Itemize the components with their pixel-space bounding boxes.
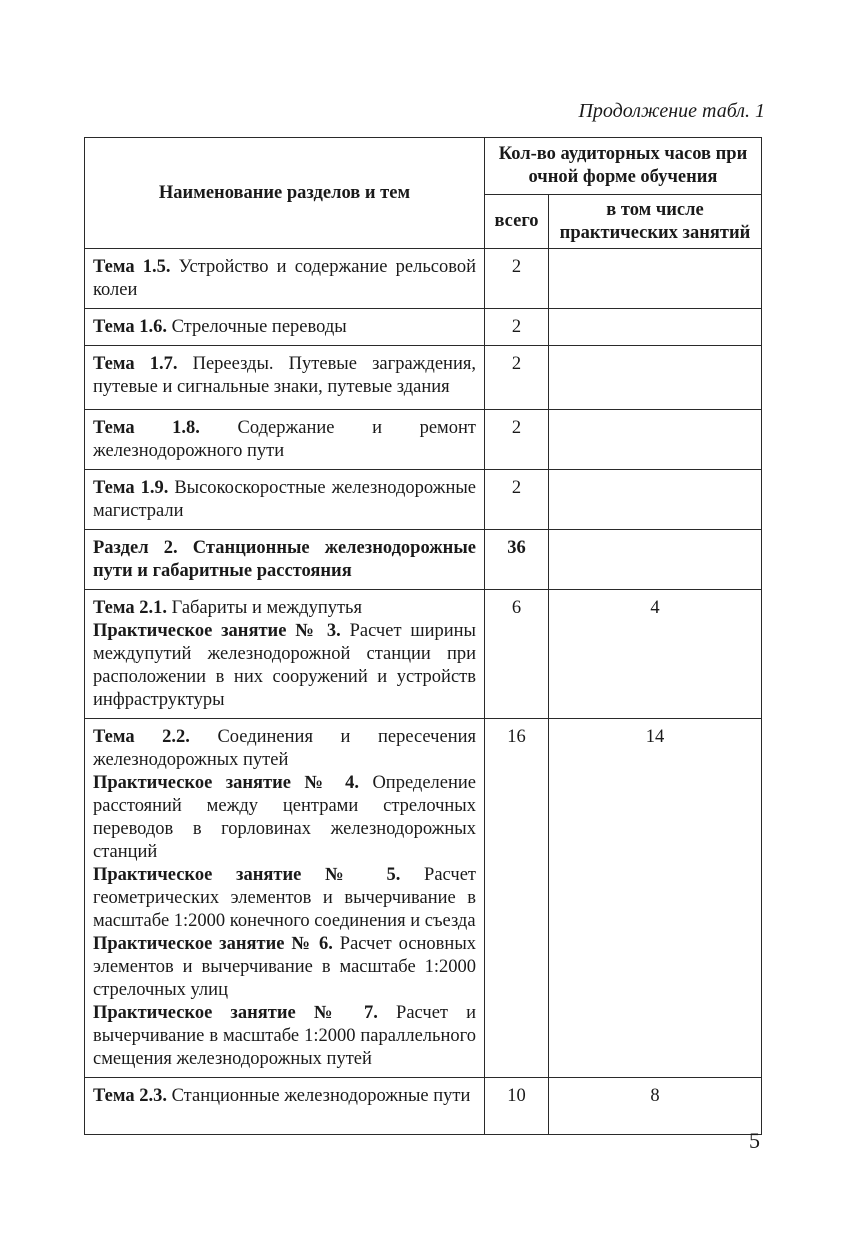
topic-label: Тема 1.8. xyxy=(93,418,200,438)
topic-label: Тема 1.5. xyxy=(93,257,171,277)
practice-text: Расчет и вычерчивание в масштабе 1:2000 параллельного смещения железнодорожных путей xyxy=(93,1003,477,1069)
topic-text: Стрелочные переводы xyxy=(171,317,347,337)
topic-cell xyxy=(85,309,485,346)
header-hours: Кол-во аудиторных часов при очной форме обучения xyxy=(485,138,762,195)
topic-label: Тема 1.7. xyxy=(93,354,178,374)
total-cell: 2 xyxy=(485,470,549,530)
practical-cell: 14 xyxy=(549,719,762,1078)
practice-label: Практическое занятие № 3. xyxy=(93,621,341,641)
table-row xyxy=(85,1078,762,1135)
page-number: 5 xyxy=(749,1128,760,1153)
total-cell: 2 xyxy=(485,346,549,410)
total-cell: 2 xyxy=(485,249,549,309)
topic-cell xyxy=(85,590,485,719)
total-cell: 16 xyxy=(485,719,549,1078)
section-title: Раздел 2. Станционные железнодорожные пути и габаритные расстояния xyxy=(85,530,485,590)
topic-text: Габариты и междупутья xyxy=(171,598,363,618)
table-row xyxy=(85,470,762,530)
total-cell: 2 xyxy=(485,309,549,346)
total-cell: 2 xyxy=(485,410,549,470)
total-cell: 36 xyxy=(485,530,549,590)
topic-label: Тема 1.6. xyxy=(93,317,167,337)
practice-text: Расчет геометрических элементов и вычерчивание в масштабе 1:2000 конечного соединения и съезда xyxy=(93,865,476,931)
topic-text: Соединения и пересечения железнодорожных путей xyxy=(93,727,477,770)
topic-cell xyxy=(85,410,485,470)
practice-label: Практическое занятие № 7. xyxy=(93,1003,378,1023)
topic-label: Тема 1.9. xyxy=(93,478,169,498)
table-continuation-caption: Продолжение табл. 1 xyxy=(578,100,765,122)
topic-text: Высокоскоростные железнодорожные магистрали xyxy=(93,478,476,521)
topic-cell xyxy=(85,346,485,410)
practical-cell xyxy=(549,346,762,410)
header-total: всего xyxy=(485,195,549,249)
table-row xyxy=(85,346,762,410)
topic-label: Тема 2.2. xyxy=(93,727,190,747)
table-row xyxy=(85,410,762,470)
topic-text: Содержание и ремонт железнодорожного пути xyxy=(93,418,476,461)
topic-text: Переезды. Путевые заграждения, путевые и сигнальные знаки, путевые здания xyxy=(93,354,476,397)
practice-label: Практическое занятие № 4. xyxy=(93,773,360,793)
total-cell: 6 xyxy=(485,590,549,719)
topic-cell xyxy=(85,719,485,1078)
practical-cell xyxy=(549,530,762,590)
practical-cell: 4 xyxy=(549,590,762,719)
practical-cell: 8 xyxy=(549,1078,762,1135)
practice-text: Расчет основных элементов и вычерчивание в масштабе 1:2000 стрелочных улиц xyxy=(93,934,476,1000)
practical-cell xyxy=(549,249,762,309)
practical-cell xyxy=(549,309,762,346)
practice-text: Определение расстояний между центрами стрелочных переводов в горловинах железнодорожных станций xyxy=(93,773,476,862)
table-row xyxy=(85,590,762,719)
practice-label: Практическое занятие № 5. xyxy=(93,865,401,885)
curriculum-table xyxy=(84,137,762,1135)
topic-cell xyxy=(85,470,485,530)
table-row xyxy=(85,719,762,1078)
topic-label: Тема 2.3. xyxy=(93,1086,167,1106)
topic-text: Станционные железнодорожные пути xyxy=(171,1086,471,1106)
practice-text: Расчет ширины междупутий железнодорожной станции при расположении в них сооружений и устройств инфраструктуры xyxy=(93,621,476,710)
section-row xyxy=(85,530,762,590)
practical-cell xyxy=(549,410,762,470)
table-row xyxy=(85,309,762,346)
header-practical: в том числе практических занятий xyxy=(549,195,762,249)
topic-cell xyxy=(85,1078,485,1135)
topic-cell xyxy=(85,249,485,309)
practical-cell xyxy=(549,470,762,530)
header-row-1 xyxy=(85,138,762,195)
header-name: Наименование разделов и тем xyxy=(85,138,485,249)
topic-label: Тема 2.1. xyxy=(93,598,167,618)
practice-label: Практическое занятие № 6. xyxy=(93,934,333,954)
topic-text: Устройство и содержание рельсовой колеи xyxy=(93,257,476,300)
table-row xyxy=(85,249,762,309)
total-cell: 10 xyxy=(485,1078,549,1135)
